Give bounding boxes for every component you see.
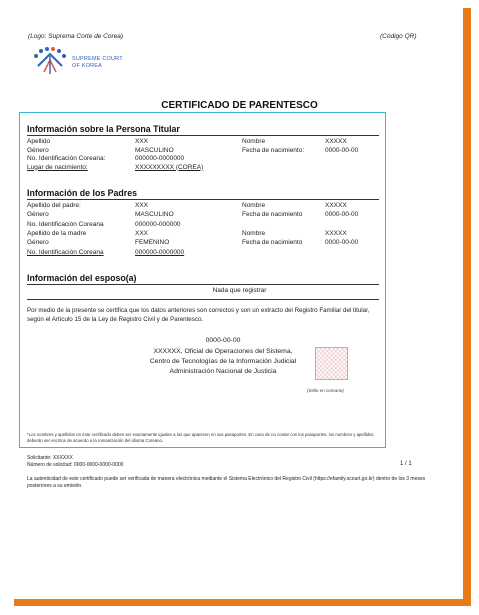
- row-cell: 000000-000000: [135, 220, 181, 228]
- padres-rule: [27, 199, 379, 200]
- row-cell: No. Identificación Coreana: [27, 220, 104, 228]
- court-emblem-icon: [30, 42, 70, 78]
- padres-heading: Información de los Padres: [27, 188, 137, 198]
- row-cell: Nombre: [242, 229, 266, 237]
- table-row: [27, 210, 379, 219]
- official-seal: [315, 347, 348, 380]
- authenticity-note: La autenticidad de este certificado puede ser verificada de manera electrónica mediante el Sistema Electrónico del Registro Civil (https://efamily.scourt.go.kr) dentro de los 3 meses posteriores a su emisión.: [27, 476, 426, 489]
- orange-frame-right: [463, 8, 471, 606]
- row-cell: 000000-0000000: [135, 155, 185, 162]
- orange-frame-bottom: [14, 599, 471, 606]
- row-cell: Apellido de la madre: [27, 229, 87, 237]
- numero-solicitud: Número de solicitud: 0000-0000-0000-0000: [27, 462, 124, 468]
- logo-note: (Logo: Suprema Corte de Corea): [28, 33, 124, 40]
- issuer-line-3: Administración Nacional de Justicia: [169, 368, 277, 375]
- logo-text: SUPREME COURT OF KOREA: [72, 56, 123, 69]
- row-cell: Fecha de nacimiento:: [242, 146, 305, 154]
- esposo-rule: [27, 284, 379, 285]
- supreme-court-logo: [30, 42, 160, 80]
- row-cell: Nombre: [242, 138, 266, 145]
- certificate-title: CERTIFICADO DE PARENTESCO: [161, 100, 318, 111]
- esposo-heading: Información del esposo(a): [27, 273, 137, 283]
- certification-text: Por medio de la presente se certifica que los datos anteriores son correctos y son un extracto del Registro Familiar del titular, según el Artículo 15 de la Ley de Registro Civil y de Parentesco.: [27, 307, 370, 323]
- row-cell: XXXXX: [325, 138, 347, 145]
- issuer-line-2: Centro de Tecnologías de la Información Judicial: [149, 358, 297, 365]
- esposo-none-text: Nada que registrar: [212, 287, 267, 294]
- row-cell: Género: [27, 146, 49, 154]
- table-row: [27, 248, 379, 257]
- row-cell: XXXXXXXXX (COREA): [135, 163, 204, 171]
- issuer-line-1: XXXXXX, Oficial de Operaciones del Sistema,: [153, 348, 293, 355]
- qr-note: (Código QR): [380, 33, 417, 40]
- table-row: [27, 163, 379, 172]
- table-row: [27, 201, 379, 210]
- seal-note: (Sello en coreano): [307, 388, 344, 393]
- row-cell: Lugar de nacimiento:: [27, 163, 88, 171]
- row-cell: XXX: [135, 202, 149, 209]
- table-row: [27, 238, 379, 247]
- row-cell: Apellido del padre:: [27, 202, 81, 209]
- row-cell: 000000-0000000: [135, 248, 185, 256]
- row-cell: MASCULINO: [135, 211, 174, 219]
- row-cell: Género: [27, 239, 49, 247]
- row-cell: FEMENINO: [135, 239, 170, 247]
- row-cell: 0000-00-00: [325, 239, 359, 247]
- row-cell: Género: [27, 211, 49, 219]
- row-cell: XXXXX: [325, 229, 347, 237]
- row-cell: Fecha de nacimiento: [242, 239, 303, 247]
- solicitante: Solicitante: XXXXXX: [27, 455, 73, 461]
- row-cell: XXX: [135, 229, 149, 237]
- row-cell: Nombre: [242, 202, 266, 209]
- titular-rule: [27, 135, 379, 136]
- row-cell: Apellido: [27, 138, 51, 145]
- row-cell: XXXXX: [325, 202, 347, 209]
- row-cell: No. Identificación Coreana:: [27, 155, 106, 162]
- table-row: [27, 220, 379, 229]
- table-row: [27, 229, 379, 238]
- issue-date: 0000-00-00: [205, 337, 241, 344]
- titular-heading: Información sobre la Persona Titular: [27, 124, 180, 134]
- esposo-bottom-rule: [27, 299, 379, 300]
- footnote: *Los nombres y apellidos en este certificado deben ser exactamente iguales a los que aparecen en sus pasaportes. En caso de no contar con los pasaportes, los nombres y apellidos deberán ser escritos de acuerdo a la romanización del idioma Coreano.: [27, 432, 374, 443]
- row-cell: 0000-00-00: [325, 146, 359, 154]
- row-cell: XXX: [135, 138, 149, 145]
- row-cell: Fecha de nacimiento: [242, 211, 303, 219]
- row-cell: No. Identificación Coreana: [27, 248, 104, 256]
- row-cell: MASCULINO: [135, 146, 174, 154]
- page-number: 1 / 1: [400, 461, 412, 467]
- row-cell: 0000-00-00: [325, 211, 359, 219]
